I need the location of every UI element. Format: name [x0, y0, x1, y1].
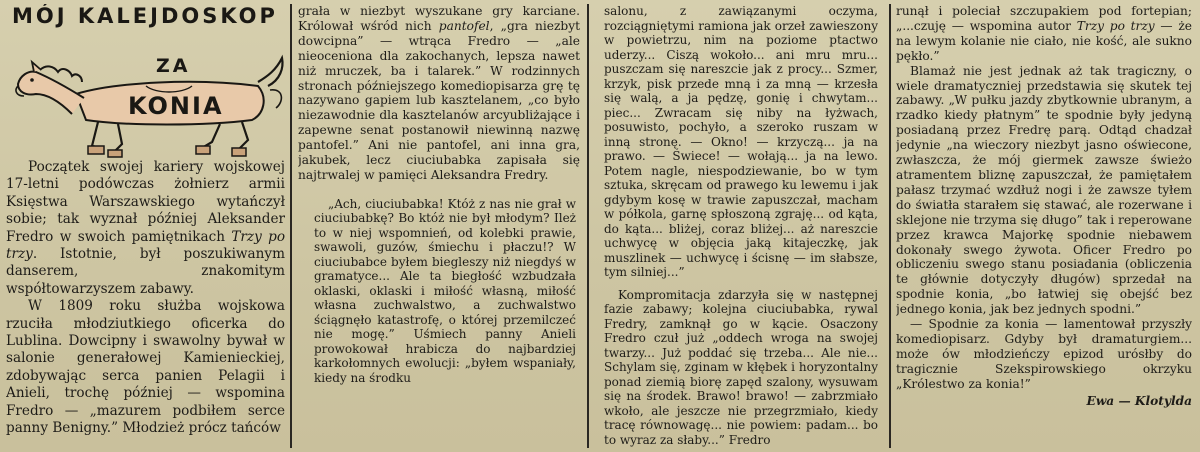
quote-block: [298, 197, 580, 386]
horse-illustration-icon: [6, 42, 285, 160]
paragraph: Początek swojej kariery wojskowej 17-letni podówczas żołnierz armii Księstwa Warszawskiego wytańczył sobie; tak wyznał później Aleksander Fredro w swoich pamiętnikach Trzy po trzy. Istotnie, był poszukiwanym danserem, znakomitym współtowarzyszem zabawy.: [6, 159, 285, 297]
title-block: [6, 4, 285, 159]
paragraph: Kompromitacja zdarzyła się w następnej fazie zabawy; kolejna ciuciubabka, rywal Fredry, zamknął go w kącie. Osaczony Fredro czuł już „oddech wroga na swojej twarzy... Już poddać się trzeba... Ale nie... Schylam się, zginam w kłębek i horyzontalny ponad ziemią biorę zapęd szalony, wysuwam się na środek. Brawo! brawo! — zabrzmiało wkoło, ale jeszcze nie przegrzmiało, kiedy tracę równowagę... nie powiem: padam... bo to wyraz za słaby...” Fredro: [604, 287, 878, 447]
column-4: [896, 4, 1192, 448]
author-signature: Ewa — Klotylda: [1086, 393, 1192, 408]
column-rule: [290, 4, 292, 448]
paragraph: runął i poleciał szczupakiem pod fortepian; „...czuję — wspomina autor Trzy po trzy — że na lewym kolanie nie ciało, nie kość, ale sukno pękło.”: [896, 4, 1192, 63]
illustration-word-konia: KONIA: [128, 92, 224, 120]
quote: salonu, z zawiązanymi oczyma, rozciągniętymi ramiona jak orzeł zawieszony w powietrzu, nim na poziome ptactwo uderzy... Ciszą wokoło... ani mru mru... puszczam się nareszcie jak z procy... Szmer, krzyk, pisk przede mną i za mną — krzesła się walą, a ja pędzę, gonię i chwytam... piec... Zwracam się niby na łyżwach, posuwisto, pochyło, a szeroko ruszam w inną stronę. — Okno! — krzyczą... ja na prawo. — Świece! — wołają... ja na lewo. Potem nagle, niespodziewanie, bo w tym sztuka, skręcam od prawego ku lewemu i jak gdybym kosę w trawie zapuszczał, macham w półkola, garnę spłoszoną zgraję... od kąta, do kąta... bliżej, coraz bliżej... aż nareszcie uchwycę w objęcia jaką kitajeczkę, jak muszlinek — uchwycę i ścisnę — im słabsze, tym silniej...”: [604, 4, 878, 279]
paragraph: Blamaż nie jest jednak aż tak tragiczny, o wiele dramatyczniej przedstawia się skutek tej zabawy. „W pułku jazdy zbytkownie ubranym, a rzadko kiedy płatnym” te spodnie były jedyną posiadaną przez Fredrę parą. Odtąd chadzał jedynie „na wieczory niezbyt jasno oświecone, zwłaszcza, że mój giermek zawsze świeżo atramentem bliznę zapuszczał, że pamiętałem pałasz trzymać wzdłuż nogi i że zawsze tyłem do światła starałem się stawać, ale rozerwane i sklejone nie trzyma się długo” tak i reperowane przez krawca Majorkę spodnie niebawem dokonały swego żywota. Oficer Fredro po obliczeniu swego stanu posiadania (obliczenia te głównie dotyczyły długów) sprzedał na spodnie konia, „bo łatwiej się obejść bez jednego konia, jak bez jednych spodni.”: [896, 63, 1192, 317]
article-title: MÓJ KALEJDOSKOP: [12, 4, 278, 28]
quote-block: [594, 4, 882, 280]
column-1: [6, 4, 285, 448]
paragraph: — Spodnie za konia — lamentował przyszły komediopisarz. Gdyby był dramaturgiem... może ów młodzieńczy epizod urósłby do tragicznie Szekspirowskiego okrzyku „Królestwo za konia!”: [896, 317, 1192, 391]
illustration-word-za: ZA: [156, 55, 191, 77]
text-block: [594, 288, 882, 448]
quote: „Ach, ciuciubabka! Któż z nas nie grał w ciuciubabkę? Bo któż nie był młodym? Ileż to w niej wspomnień, od kolebki prawie, swawoli, guzów, śmiechu i płaczu!? W ciuciubabce byłem biegleszy niż niegdyś w gramatyce... Ale ta biegłość wzbudzała oklaski, oklaski i miłość własną, miłość własna zuchwalstwo, a zuchwalstwo ściągnęło katastrofę, o której przemilczeć nie mogę.” Uśmiech panny Anieli prowokował hrabicza do najbardziej karkołomnych ewolucji: „byłem wspaniały, kiedy na środku: [314, 196, 576, 385]
column-rule: [587, 4, 589, 448]
paragraph: W 1809 roku służba wojskowa rzuciła młodziutkiego oficerka do Lublina. Dowcipny i swawolny bywał w salonie generałowej Kamienieckiej, zdobywając serca panien Pelagii i Anieli, trochę później — wspomina Fredro — „mazurem podbiłem serce panny Benigny.” Młodzież prócz tańców: [6, 298, 285, 437]
column-2: [298, 4, 580, 448]
paragraph: grała w niezbyt wyszukane gry karciane. Królował wśród nich pantofel, „gra niezbyt dowcipna” — wtrąca Fredro — „ale nieoceniona dla zakochanych, lepsza nawet niż mruczek, ba i talarek.” W rodzinnych stronach późniejszego komediopisarza grę tę nazywano gapiem lub kasztelanem, „co było niezawodnie dla kasztelanów arcyubliżające i zapewne senat postanowił niewinną nazwę pantofel.” Ani nie pantofel, ani inna gra, jakubek, lecz ciuciubabka zapisała się najtrwalej w pamięci Aleksandra Fredry.: [298, 4, 580, 182]
column-rule: [889, 4, 891, 448]
column-3: [594, 4, 882, 448]
